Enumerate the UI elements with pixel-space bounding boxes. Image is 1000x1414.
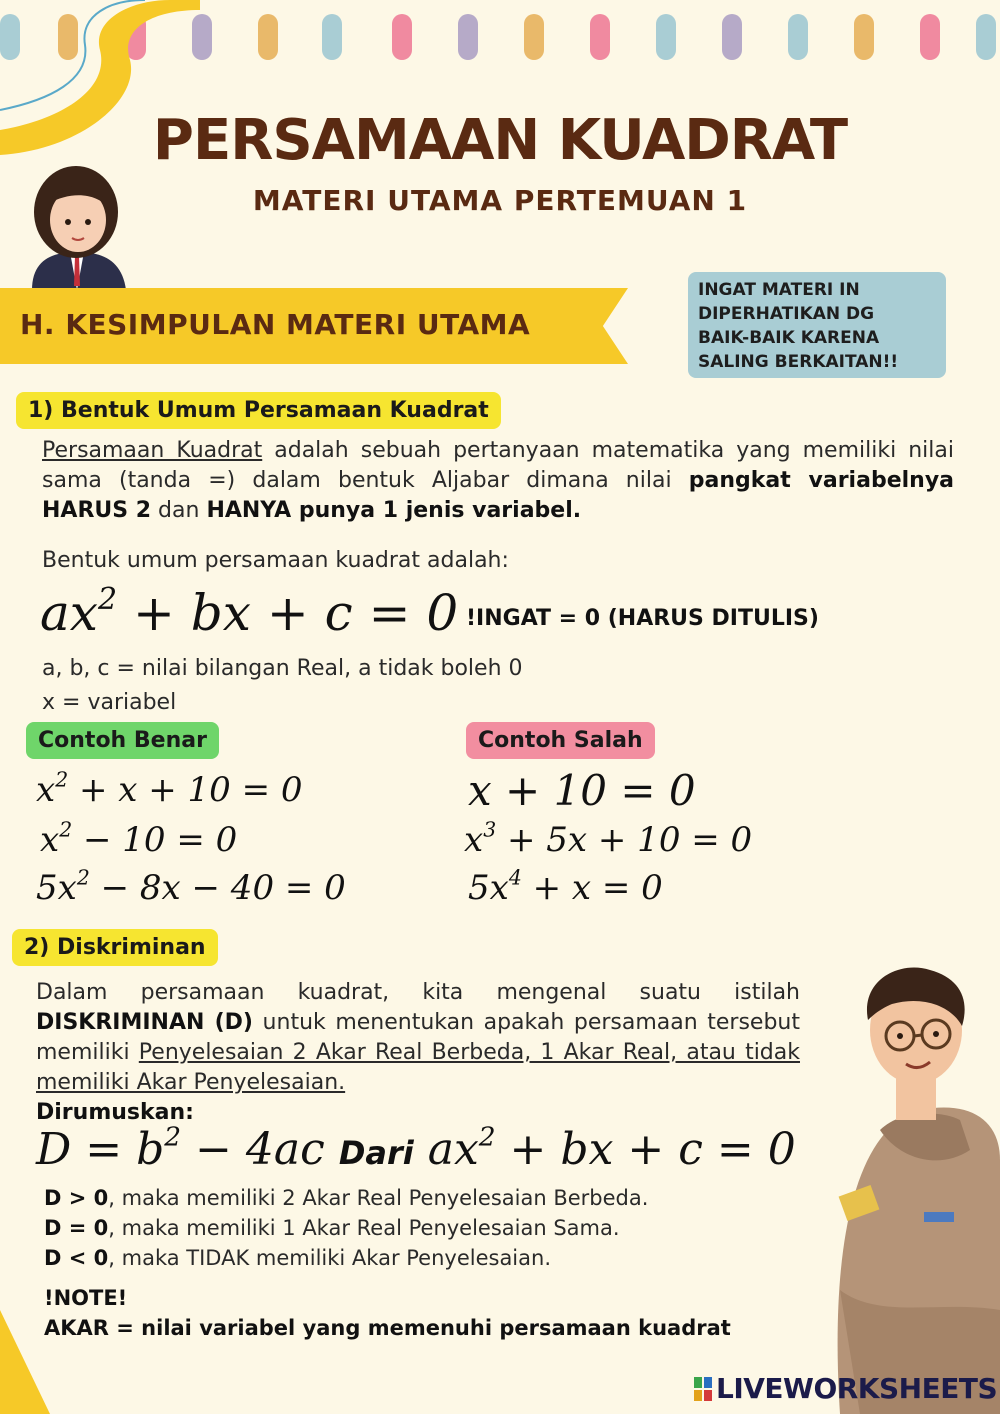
definition-paragraph [42,436,954,526]
discriminant-formula: $D = b^2 - 4ac$ Dari $ax^2$ + bx + c = 0 [36,1121,796,1175]
definition-bold: pangkat variabelnya HARUS 2 [42,468,955,523]
condition-line: D > 0, maka memiliki 2 Akar Real Penyelesaian Berbeda. [44,1186,649,1210]
man-avatar [820,960,1000,1414]
logo-text: LIVEWORKSHEETS [716,1372,998,1405]
correct-example: $x^2 - 10 = 0$ [40,817,238,860]
liveworksheets-logo[interactable] [694,1372,997,1405]
general-form-label: Bentuk umum persamaan kuadrat adalah: [42,548,509,573]
formulated-label: Dirumuskan: [36,1100,194,1125]
reminder-line: DIPERHATIKAN DG [698,304,875,324]
correct-examples-heading: Contoh Benar [26,722,219,759]
discriminant-bold: DISKRIMINAN (D) [36,1010,253,1035]
correct-example: $x^2 + x + 10 = 0$ [36,767,303,810]
coefficient-definition: a, b, c = nilai bilangan Real, a tidak boleh 0 [42,656,523,681]
girl-avatar [2,160,152,290]
section-banner-label: H. KESIMPULAN MATERI UTAMA [20,308,531,341]
formula-reminder: !INGAT = 0 (HARUS DITULIS) [466,606,819,631]
wrong-examples-heading: Contoh Salah [466,722,655,759]
reminder-line: SALING BERKAITAN!! [698,352,899,372]
general-form-formula: $ax^2$ + bx + c = 0 [40,582,459,642]
definition-text: adalah sebuah pertanyaan matematika yang memiliki nilai sama (tanda =) dalam bentuk Aljabar dimana nilai [42,438,954,493]
section-2-heading: 2) Diskriminan [12,929,218,966]
page-title: PERSAMAAN KUADRAT [152,108,848,173]
correct-example: $5x^2 - 8x - 40 = 0$ [36,865,346,908]
page-subtitle: MATERI UTAMA PERTEMUAN 1 [252,184,748,217]
discriminant-paragraph [36,978,800,1098]
reminder-note [688,272,946,378]
condition-line: D = 0, maka memiliki 1 Akar Real Penyelesaian Sama. [44,1216,620,1240]
discriminant-text: untuk menentukan apakah persamaan tersebut memiliki [36,1010,800,1065]
definition-text: dan [151,498,207,523]
wrong-example: $x^3 + 5x + 10 = 0$ [464,817,753,860]
reminder-line: INGAT MATERI IN [698,280,860,300]
dari-label: Dari [338,1134,414,1172]
wrong-example: $5x^4 + x = 0$ [468,865,663,908]
reminder-line: BAIK-BAIK KARENA [698,328,880,348]
wrong-example: x + 10 = 0 [468,766,696,815]
section-1-heading: 1) Bentuk Umum Persamaan Kuadrat [16,392,501,429]
logo-icon [694,1377,712,1401]
discriminant-underlined: Penyelesaian 2 Akar Real Berbeda, 1 Akar Real, atau tidak memiliki Akar Penyelesaian. [36,1040,800,1095]
note-title: !NOTE! [44,1286,128,1310]
condition-line: D < 0, maka TIDAK memiliki Akar Penyelesaian. [44,1246,551,1270]
discriminant-text: Dalam persamaan kuadrat, kita mengenal suatu istilah [36,980,800,1005]
note-text: AKAR = nilai variabel yang memenuhi persamaan kuadrat [44,1316,731,1340]
definition-bold: HANYA punya 1 jenis variabel. [206,498,582,523]
term-persamaan-kuadrat: Persamaan Kuadrat [42,438,263,463]
variable-definition: x = variabel [42,690,177,715]
